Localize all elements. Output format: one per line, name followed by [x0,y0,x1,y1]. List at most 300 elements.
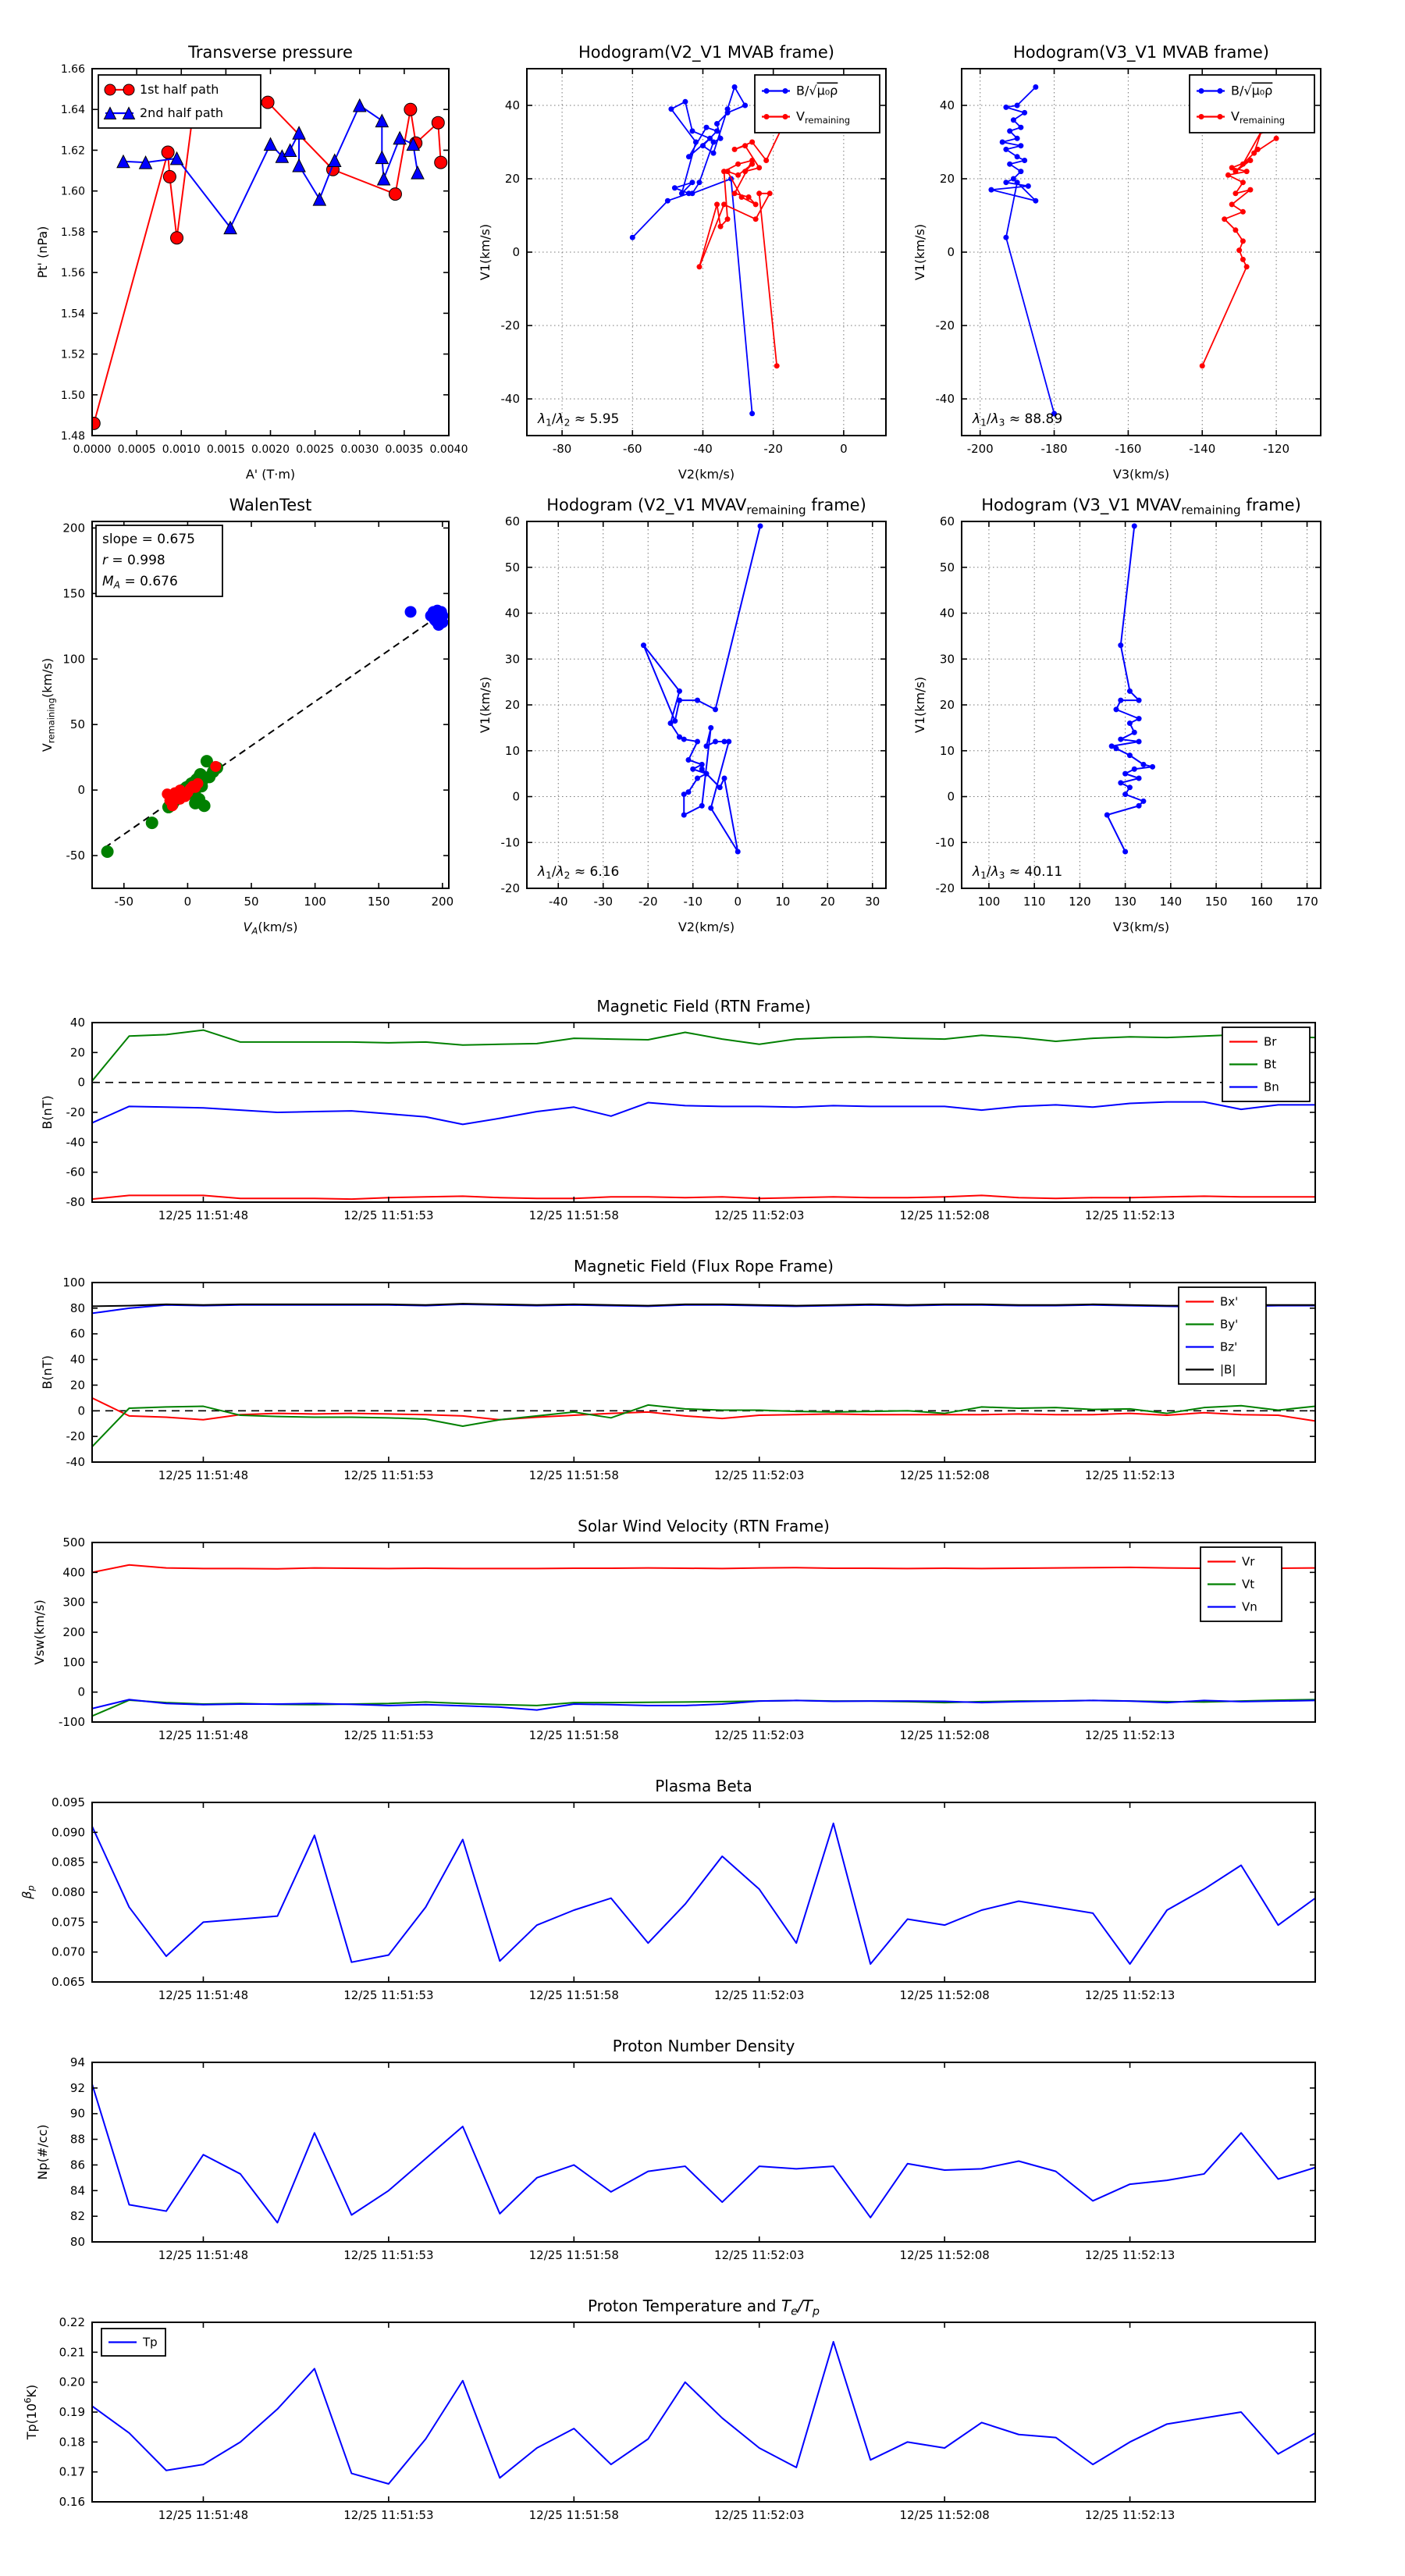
y-tick-label: 40 [939,98,955,112]
legend-label: B/√μ₀ρ [1231,83,1273,98]
dot-marker [732,190,738,196]
x-tick-label: 12/25 11:52:13 [1084,1988,1176,2002]
dot-marker [1022,110,1027,116]
y-tick-label: -20 [66,1105,85,1119]
dot-marker [1015,136,1020,141]
x-tick-label: 12/25 11:51:58 [528,1468,619,1482]
chart-title: Proton Temperature and $T_e/T_p$ [587,2297,820,2318]
dot-marker [1240,257,1246,262]
y-tick-label: -10 [935,835,955,850]
info-box-line: slope = 0.675 [102,532,195,547]
dot-marker [1113,706,1119,712]
dot-marker [711,140,717,145]
legend-label: 2nd half path [140,105,224,120]
dot-marker [686,757,692,763]
dot-marker [699,803,705,809]
circle-marker [261,96,274,109]
dot-marker [718,136,724,141]
dot-marker [686,154,692,159]
dot-marker [1127,785,1133,790]
hodogram-v2v1-mvab-svg [478,43,886,482]
dot-marker [682,99,688,105]
triangle-marker [284,144,297,156]
walen-test-svg [40,496,454,937]
legend-label: Vt [1242,1577,1255,1592]
legend [1200,1547,1282,1621]
circle-marker [435,156,447,169]
dot-marker [430,615,442,627]
y-tick-label: 60 [939,514,955,528]
dot-marker [101,845,114,858]
dot-marker [735,173,741,178]
dot-marker [1015,180,1020,185]
y-tick-label: 60 [504,514,520,528]
legend [1222,1027,1310,1101]
y-tick-label: 10 [504,743,520,758]
dot-marker [721,201,727,207]
x-tick-label: -40 [549,895,568,909]
dot-marker [1229,165,1235,170]
y-tick-label: 0 [512,245,520,259]
y-tick-label: 0 [77,1404,85,1418]
x-tick-label: 12/25 11:52:03 [714,2508,805,2522]
dot-marker [725,216,731,222]
dot-marker [1236,247,1242,253]
series-group [92,2084,1315,2222]
series-Vr [92,1565,1315,1573]
triangle-marker [393,132,406,144]
series-group [101,605,449,858]
proton-density-svg [35,2037,1315,2262]
dot-marker [708,806,713,811]
series-Bt [92,1030,1315,1081]
y-tick-label: 1.66 [60,63,85,76]
y-axis-label: V1(km/s) [912,223,927,281]
legend-label: Br [1264,1034,1277,1049]
dot-marker [1122,771,1128,777]
y-tick-label: -40 [66,1455,85,1469]
dot-marker [668,720,674,726]
x-tick-label: -120 [1263,442,1290,456]
dot-marker [1247,158,1253,163]
y-tick-label: 40 [939,606,955,621]
legend-label: Bz' [1220,1340,1238,1354]
x-tick-label: 0.0025 [296,443,335,456]
y-tick-label: 20 [69,1378,85,1393]
dot-marker [1240,209,1246,215]
grid-lines [962,521,1321,888]
y-axis-label: V1(km/s) [912,676,927,734]
legend-label: Bx' [1220,1294,1239,1309]
x-tick-label: -200 [966,442,994,456]
y-tick-label: -20 [66,1429,85,1444]
dot-marker [668,106,674,112]
y-tick-label: 1.50 [60,389,85,402]
chart-title: WalenTest [229,496,312,514]
dot-marker [774,363,780,368]
x-tick-label: 12/25 11:52:13 [1084,2248,1176,2262]
eigenvalue-annotation: $\lambda_1/\lambda_2 \approx 6.16$ [538,864,620,881]
x-tick-label: 0 [183,895,192,909]
dot-marker [1229,201,1235,207]
x-tick-label: -80 [552,442,572,456]
y-tick-label: 88 [69,2132,85,2147]
y-tick-label: 50 [939,560,955,575]
y-tick-label: 30 [939,652,955,667]
dot-marker [695,739,700,745]
y-tick-label: 20 [504,172,520,186]
hodogram-v3v1-mvav-svg [912,496,1321,934]
y-tick-label: 20 [939,172,955,186]
y-tick-label: 1.62 [60,144,85,158]
y-tick-label: 82 [69,2209,85,2224]
vsw-rtn-svg [32,1517,1315,1742]
dot-marker [175,785,186,795]
y-tick-label: 40 [69,1016,85,1030]
x-tick-label: 12/25 11:51:48 [158,1468,249,1482]
y-tick-label: 150 [62,586,85,601]
x-tick-label: 0.0005 [117,443,156,456]
dot-marker [1015,103,1020,109]
legend-label: By' [1220,1317,1239,1332]
dot-marker [689,190,695,196]
dot-marker [753,216,759,222]
y-tick-label: 0.18 [59,2435,85,2450]
ticks [62,1276,1315,1482]
dot-marker [1244,264,1250,269]
y-tick-label: -20 [500,881,520,895]
x-tick-label: 12/25 11:52:08 [899,1728,990,1742]
eigenvalue-annotation: $\lambda_1/\lambda_3 \approx 88.89$ [973,411,1063,429]
y-tick-label: 0 [947,245,955,259]
y-tick-label: 86 [69,2158,85,2172]
dot-marker [764,114,770,119]
dot-marker [758,523,763,528]
x-tick-label: 0.0035 [385,443,424,456]
dot-marker [749,158,755,163]
proton-temperature-svg [22,2297,1315,2522]
x-tick-label: 12/25 11:52:13 [1084,1208,1176,1222]
y-tick-label: 500 [62,1535,85,1550]
x-tick-label: -160 [1115,442,1142,456]
dot-marker [1136,739,1142,745]
dot-marker [1118,780,1123,785]
y-tick-label: 20 [939,698,955,712]
dot-marker [742,143,748,148]
ticks [936,514,1321,909]
circle-marker [87,417,100,429]
triangle-marker [313,193,325,205]
dot-marker [193,793,205,806]
dot-marker [721,169,727,174]
x-tick-label: 12/25 11:52:08 [899,2248,990,2262]
legend [101,2329,165,2356]
y-tick-label: 0.095 [52,1795,85,1809]
legend-label: Bn [1264,1080,1279,1094]
x-tick-label: 12/25 11:51:48 [158,2248,249,2262]
x-tick-label: -50 [114,895,134,909]
dot-marker [753,201,759,207]
series-group [87,96,446,429]
dot-marker [742,169,748,174]
x-tick-label: 110 [1023,895,1046,909]
eigenvalue-annotation: $\lambda_1/\lambda_2 \approx 5.95$ [538,411,620,429]
dot-marker [742,103,748,109]
x-tick-label: 12/25 11:51:58 [528,1208,619,1222]
info-box-line: r = 0.998 [102,553,165,568]
y-tick-label: 1.56 [60,267,85,280]
y-tick-label: 0 [77,783,85,798]
dot-marker [1127,720,1133,726]
dot-marker [696,264,702,269]
legend-label: B/√μ₀ρ [796,83,838,98]
dot-marker [1225,173,1231,178]
series-fit [105,611,445,848]
dot-marker [726,739,731,745]
x-tick-label: 12/25 11:52:08 [899,1468,990,1482]
dot-marker [1132,730,1137,735]
legend-label: $V_{remaining}$ [1231,109,1286,126]
x-tick-label: 12/25 11:52:13 [1084,1468,1176,1482]
chart-proton-temperature [22,2297,1315,2522]
chart-solar-wind-velocity [32,1517,1315,1742]
info-box-line: $M_A = 0.676$ [102,574,178,591]
triangle-marker [293,126,305,139]
x-tick-label: 12/25 11:52:03 [714,1988,805,2002]
x-tick-label: 20 [820,895,835,909]
x-tick-label: -20 [638,895,658,909]
x-tick-label: 120 [1069,895,1091,909]
legend-label: Vr [1242,1554,1255,1569]
y-tick-label: 1.58 [60,226,85,239]
chart-plasma-beta [20,1777,1315,2002]
y-tick-label: 0.080 [52,1885,85,1899]
dot-marker [681,792,687,797]
y-tick-label: 0.17 [59,2464,85,2479]
legend [1190,75,1314,133]
x-tick-label: 12/25 11:51:58 [528,1988,619,2002]
chart-title: Magnetic Field (Flux Rope Frame) [574,1257,834,1276]
chart-magnetic-field-rtn [40,997,1315,1222]
dot-marker [1255,147,1261,152]
dot-marker [690,767,695,772]
y-tick-label: 0 [947,789,955,804]
y-tick-label: 0.065 [52,1975,85,1989]
series-B/sqrt(mu0 rho) [632,87,752,414]
legend [1179,1287,1266,1384]
x-tick-label: 12/25 11:51:53 [343,2248,434,2262]
dot-marker [1136,716,1142,721]
x-tick-label: 170 [1296,895,1318,909]
y-tick-label: -20 [935,318,955,333]
x-tick-label: -30 [593,895,613,909]
x-tick-label: 0.0020 [251,443,290,456]
y-tick-label: 30 [504,652,520,667]
y-tick-label: 92 [69,2080,85,2095]
dot-marker [732,147,738,152]
circle-marker [163,170,176,183]
dot-marker [988,187,994,193]
dot-marker [1003,147,1008,152]
dot-marker [1007,128,1012,133]
triangle-marker [375,115,388,127]
legend-label: Tp [143,2335,158,2350]
x-axis-label: $V_A(km/s)$ [243,920,298,937]
dot-marker [1003,180,1008,185]
chart-title: Solar Wind Velocity (RTN Frame) [578,1517,830,1535]
circle-marker [404,103,417,116]
x-tick-label: 150 [367,895,390,909]
x-tick-label: -60 [623,442,642,456]
axes-frame [92,1283,1315,1462]
dot-marker [718,224,724,229]
y-axis-label: V1(km/s) [478,676,493,734]
series-V remaining [644,526,761,852]
y-tick-label: 50 [504,560,520,575]
transverse-pressure-svg [35,43,468,482]
y-tick-label: 0.22 [59,2315,85,2329]
dot-marker [405,606,417,617]
y-axis-label: V1(km/s) [478,223,493,281]
y-tick-label: 0 [512,789,520,804]
triangle-marker [224,222,237,234]
dot-marker [700,143,706,148]
legend-label: 1st half path [140,82,219,97]
y-tick-label: 300 [62,1595,85,1610]
y-tick-label: 60 [69,1326,85,1341]
dot-marker [1240,238,1246,244]
x-tick-label: 10 [775,895,791,909]
ticks [52,1795,1315,2002]
legend-label: Vn [1242,1599,1257,1614]
x-tick-label: 12/25 11:52:03 [714,1208,805,1222]
dot-marker [713,739,718,745]
x-tick-label: 0.0040 [429,443,468,456]
dot-marker [704,743,710,749]
x-tick-label: 12/25 11:51:53 [343,2508,434,2522]
dot-marker [739,194,745,200]
series-Np [92,2084,1315,2222]
triangle-marker [354,99,366,112]
y-tick-label: 200 [62,1625,85,1639]
axes-frame [92,1802,1315,1982]
circle-marker [123,84,134,95]
dot-marker [1026,183,1031,189]
x-tick-label: 12/25 11:51:58 [528,2248,619,2262]
x-tick-label: 160 [1250,895,1273,909]
dot-marker [756,165,762,170]
dot-marker [1232,190,1238,196]
triangle-marker [375,151,388,164]
y-tick-label: 40 [504,98,520,112]
hodogram-v3v1-mvab-svg [912,43,1321,482]
x-tick-label: 0.0000 [73,443,112,456]
dot-marker [695,698,700,703]
dot-marker [708,725,713,731]
chart-title: Hodogram(V2_V1 MVAB frame) [578,43,834,62]
dot-marker [1127,688,1133,694]
dot-marker [689,128,695,133]
dot-marker [681,813,687,818]
y-tick-label: 80 [69,1300,85,1315]
dot-marker [1199,88,1204,94]
dot-marker [735,162,741,167]
dot-marker [1122,849,1128,855]
x-tick-label: 100 [304,895,326,909]
x-tick-label: 12/25 11:52:13 [1084,2508,1176,2522]
dot-marker [693,140,699,145]
legend-label: |B| [1220,1362,1236,1377]
series-group [92,2342,1315,2484]
y-tick-label: 1.60 [60,185,85,198]
chart-title: Hodogram (V3_V1 $MVAV_{remaining}$ frame) [981,496,1301,518]
dot-marker [1113,745,1119,751]
ticks [70,2055,1315,2262]
legend [98,75,261,128]
y-tick-label: -40 [500,392,520,406]
x-tick-label: 200 [431,895,454,909]
x-tick-label: 12/25 11:51:53 [343,1468,434,1482]
chart-walen-test [40,496,454,937]
chart-magnetic-field-flux-rope [40,1257,1315,1482]
series-group [630,84,794,416]
dot-marker [1222,216,1227,222]
dot-marker [146,817,158,829]
dot-marker [714,121,720,126]
dot-marker [641,642,646,648]
series-group [92,1030,1315,1200]
dot-marker [689,180,695,185]
x-tick-label: 30 [865,895,880,909]
dot-marker [1132,767,1137,772]
chart-hodogram-v3v1-mvab [912,43,1321,482]
series-B/sqrt(mu0 rho) [991,87,1055,414]
y-tick-label: -100 [58,1715,85,1729]
y-tick-label: 1.54 [60,308,85,321]
chart-hodogram-v3v1-mvav [912,496,1321,934]
dot-marker [672,185,678,190]
dot-marker [1140,762,1146,767]
x-tick-label: 0 [840,442,848,456]
dot-marker [1136,776,1142,781]
dot-marker [704,771,710,777]
b-rtn-svg [40,997,1315,1222]
dot-marker [1122,792,1128,797]
x-tick-label: 130 [1114,895,1136,909]
y-tick-label: -40 [935,392,955,406]
chart-transverse-pressure [35,43,468,482]
dot-marker [1127,753,1133,758]
y-tick-label: 0 [77,1685,85,1699]
dot-marker [1018,169,1023,174]
x-axis-label: A' (T·m) [245,467,296,482]
x-tick-label: 12/25 11:52:08 [899,2508,990,2522]
y-tick-label: 0.19 [59,2405,85,2419]
dot-marker [1022,158,1027,163]
dot-marker [210,761,221,772]
dot-marker [1132,523,1137,528]
y-tick-label: 20 [504,698,520,712]
x-tick-label: 12/25 11:52:08 [899,1208,990,1222]
y-axis-label: $\beta_p$ [20,1885,37,1899]
x-axis-label: V3(km/s) [1112,467,1170,482]
series-Bn [92,1102,1315,1125]
dot-marker [763,158,769,163]
x-tick-label: 12/25 11:51:53 [343,1208,434,1222]
x-tick-label: 12/25 11:51:48 [158,1988,249,2002]
dot-marker [1018,143,1023,148]
dot-marker [749,140,755,145]
